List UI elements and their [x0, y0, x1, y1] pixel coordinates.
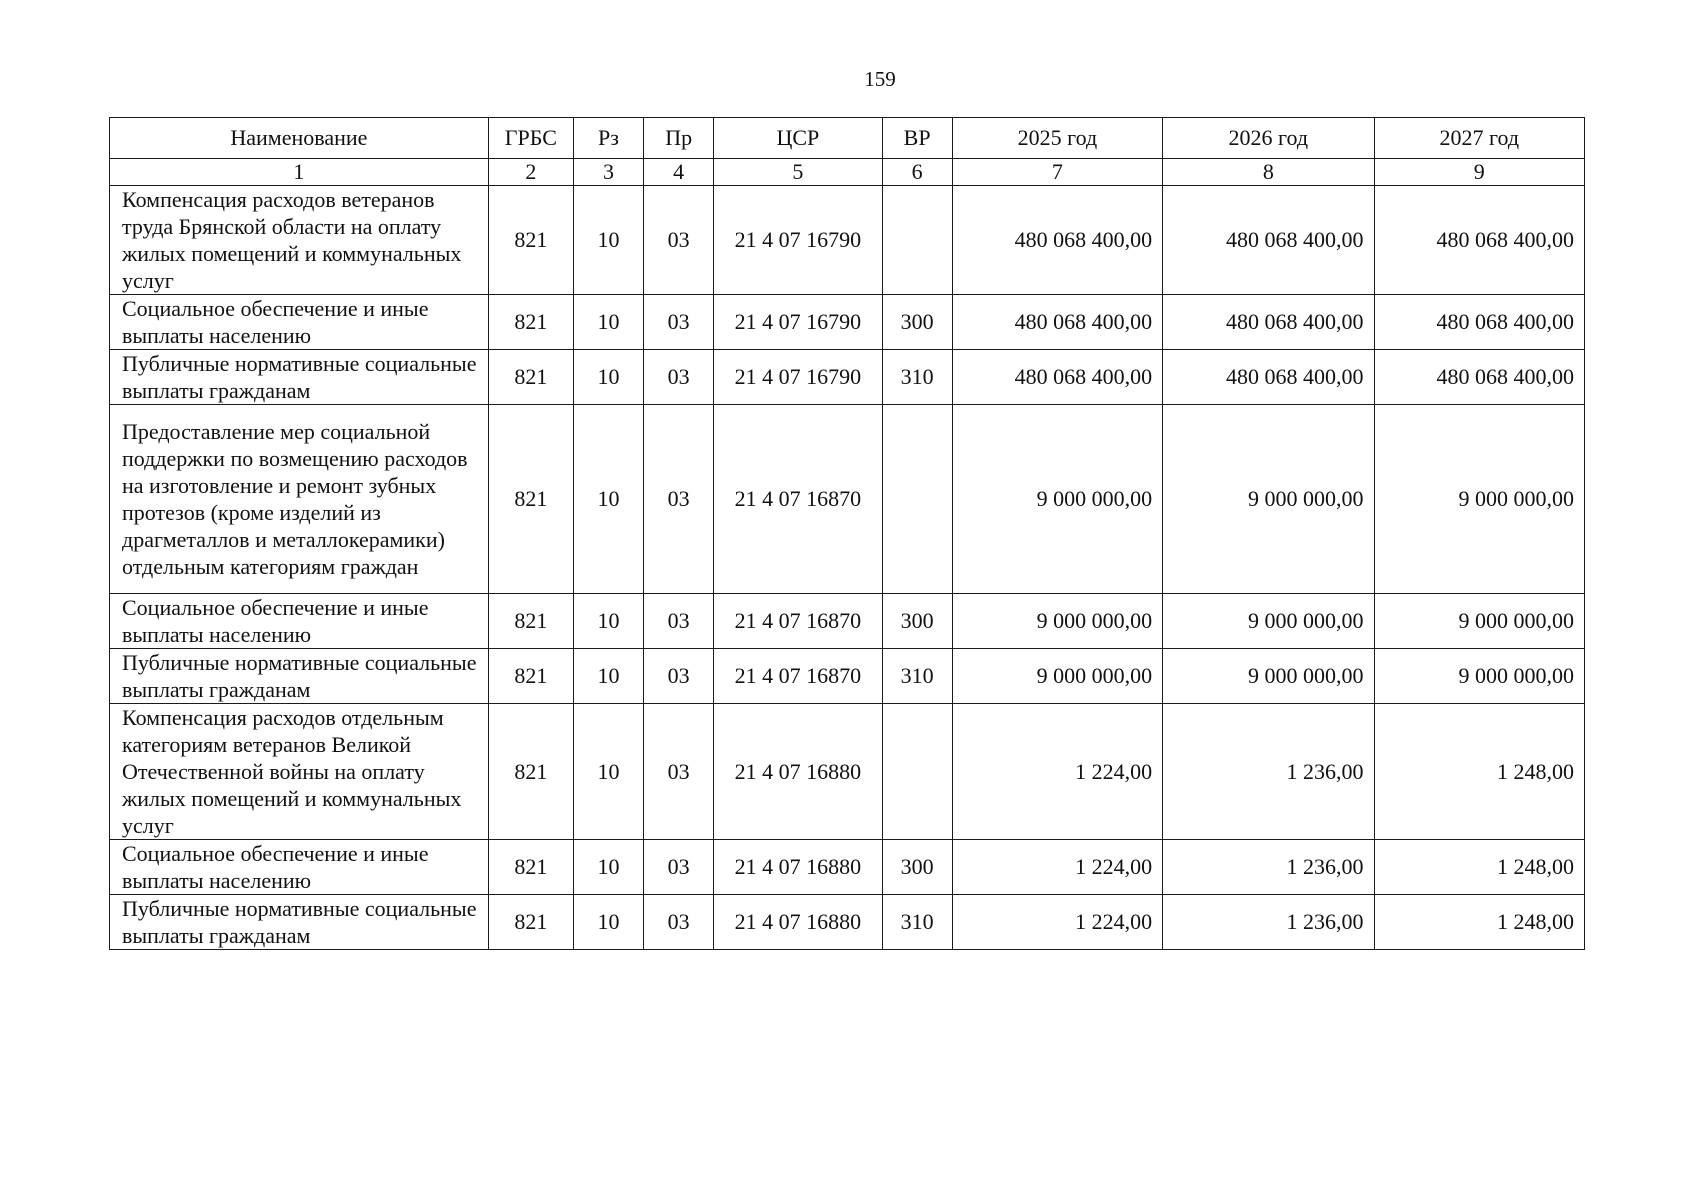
row-grbs: 821 [488, 594, 573, 649]
row-amount-2027: 9 000 000,00 [1374, 594, 1584, 649]
header-2027: 2027 год [1374, 118, 1584, 159]
row-vr: 310 [882, 895, 952, 950]
row-vr: 310 [882, 350, 952, 405]
table-row [110, 704, 1585, 840]
row-csr: 21 4 07 16880 [714, 840, 882, 895]
row-pr: 03 [644, 704, 714, 840]
row-pr: 03 [644, 594, 714, 649]
header-rz: Рз [573, 118, 643, 159]
row-amount-2025: 480 068 400,00 [952, 295, 1162, 350]
row-vr [882, 405, 952, 594]
row-grbs: 821 [488, 405, 573, 594]
row-grbs: 821 [488, 704, 573, 840]
column-number: 2 [488, 159, 573, 186]
row-amount-2026: 1 236,00 [1163, 895, 1374, 950]
row-amount-2026: 480 068 400,00 [1163, 186, 1374, 295]
row-rz: 10 [573, 350, 643, 405]
table-row [110, 405, 1585, 594]
row-amount-2027: 480 068 400,00 [1374, 295, 1584, 350]
row-amount-2027: 1 248,00 [1374, 704, 1584, 840]
row-name: Социальное обеспечение и иные выплаты населению [110, 840, 489, 895]
row-vr: 310 [882, 649, 952, 704]
row-rz: 10 [573, 649, 643, 704]
row-amount-2027: 9 000 000,00 [1374, 405, 1584, 594]
row-amount-2025: 9 000 000,00 [952, 594, 1162, 649]
row-vr [882, 186, 952, 295]
table-row [110, 350, 1585, 405]
row-amount-2027: 1 248,00 [1374, 840, 1584, 895]
row-name: Публичные нормативные социальные выплаты гражданам [110, 895, 489, 950]
column-number: 3 [573, 159, 643, 186]
column-number: 8 [1163, 159, 1374, 186]
row-csr: 21 4 07 16790 [714, 295, 882, 350]
header-pr: Пр [644, 118, 714, 159]
row-amount-2025: 1 224,00 [952, 895, 1162, 950]
row-amount-2027: 480 068 400,00 [1374, 350, 1584, 405]
table-row [110, 840, 1585, 895]
row-pr: 03 [644, 350, 714, 405]
row-amount-2026: 480 068 400,00 [1163, 295, 1374, 350]
row-vr: 300 [882, 840, 952, 895]
row-amount-2027: 480 068 400,00 [1374, 186, 1584, 295]
budget-table [109, 117, 1585, 950]
table-row [110, 594, 1585, 649]
row-rz: 10 [573, 840, 643, 895]
column-number: 6 [882, 159, 952, 186]
header-2026: 2026 год [1163, 118, 1374, 159]
header-2025: 2025 год [952, 118, 1162, 159]
row-pr: 03 [644, 649, 714, 704]
table-row [110, 186, 1585, 295]
row-name: Публичные нормативные социальные выплаты гражданам [110, 350, 489, 405]
row-rz: 10 [573, 704, 643, 840]
row-name: Компенсация расходов ветеранов труда Брянской области на оплату жилых помещений и коммунальных услуг [110, 186, 489, 295]
column-number: 5 [714, 159, 882, 186]
row-amount-2025: 9 000 000,00 [952, 405, 1162, 594]
row-grbs: 821 [488, 295, 573, 350]
row-pr: 03 [644, 895, 714, 950]
row-csr: 21 4 07 16790 [714, 350, 882, 405]
column-number: 1 [110, 159, 489, 186]
row-pr: 03 [644, 405, 714, 594]
row-name: Социальное обеспечение и иные выплаты населению [110, 295, 489, 350]
table-row [110, 649, 1585, 704]
row-csr: 21 4 07 16870 [714, 649, 882, 704]
row-rz: 10 [573, 295, 643, 350]
header-vr: ВР [882, 118, 952, 159]
column-number: 7 [952, 159, 1162, 186]
column-number: 9 [1374, 159, 1584, 186]
page-number: 159 [864, 67, 896, 91]
row-rz: 10 [573, 405, 643, 594]
row-csr: 21 4 07 16870 [714, 594, 882, 649]
row-name: Социальное обеспечение и иные выплаты населению [110, 594, 489, 649]
row-pr: 03 [644, 295, 714, 350]
row-csr: 21 4 07 16790 [714, 186, 882, 295]
row-grbs: 821 [488, 840, 573, 895]
row-name: Предоставление мер социальной поддержки по возмещению расходов на изготовление и ремонт зубных протезов (кроме изделий из драгметаллов и металлокерамики) отдельным категориям граждан [110, 405, 489, 594]
table-row [110, 295, 1585, 350]
row-amount-2026: 480 068 400,00 [1163, 350, 1374, 405]
column-number-row [110, 159, 1585, 186]
header-name: Наименование [110, 118, 489, 159]
row-amount-2025: 1 224,00 [952, 704, 1162, 840]
row-vr [882, 704, 952, 840]
row-amount-2027: 9 000 000,00 [1374, 649, 1584, 704]
row-amount-2026: 9 000 000,00 [1163, 649, 1374, 704]
row-vr: 300 [882, 594, 952, 649]
row-amount-2026: 9 000 000,00 [1163, 594, 1374, 649]
row-amount-2026: 9 000 000,00 [1163, 405, 1374, 594]
row-name: Публичные нормативные социальные выплаты гражданам [110, 649, 489, 704]
row-pr: 03 [644, 840, 714, 895]
header-row [110, 118, 1585, 159]
row-grbs: 821 [488, 895, 573, 950]
row-grbs: 821 [488, 186, 573, 295]
row-grbs: 821 [488, 649, 573, 704]
row-name: Компенсация расходов отдельным категориям ветеранов Великой Отечественной войны на оплату жилых помещений и коммунальных услуг [110, 704, 489, 840]
row-amount-2027: 1 248,00 [1374, 895, 1584, 950]
row-csr: 21 4 07 16880 [714, 895, 882, 950]
row-pr: 03 [644, 186, 714, 295]
row-csr: 21 4 07 16870 [714, 405, 882, 594]
row-csr: 21 4 07 16880 [714, 704, 882, 840]
row-grbs: 821 [488, 350, 573, 405]
table-row [110, 895, 1585, 950]
header-csr: ЦСР [714, 118, 882, 159]
row-amount-2025: 1 224,00 [952, 840, 1162, 895]
row-amount-2025: 9 000 000,00 [952, 649, 1162, 704]
row-amount-2025: 480 068 400,00 [952, 350, 1162, 405]
row-amount-2025: 480 068 400,00 [952, 186, 1162, 295]
row-vr: 300 [882, 295, 952, 350]
row-amount-2026: 1 236,00 [1163, 704, 1374, 840]
row-rz: 10 [573, 594, 643, 649]
header-grbs: ГРБС [488, 118, 573, 159]
row-amount-2026: 1 236,00 [1163, 840, 1374, 895]
row-rz: 10 [573, 895, 643, 950]
row-rz: 10 [573, 186, 643, 295]
column-number: 4 [644, 159, 714, 186]
